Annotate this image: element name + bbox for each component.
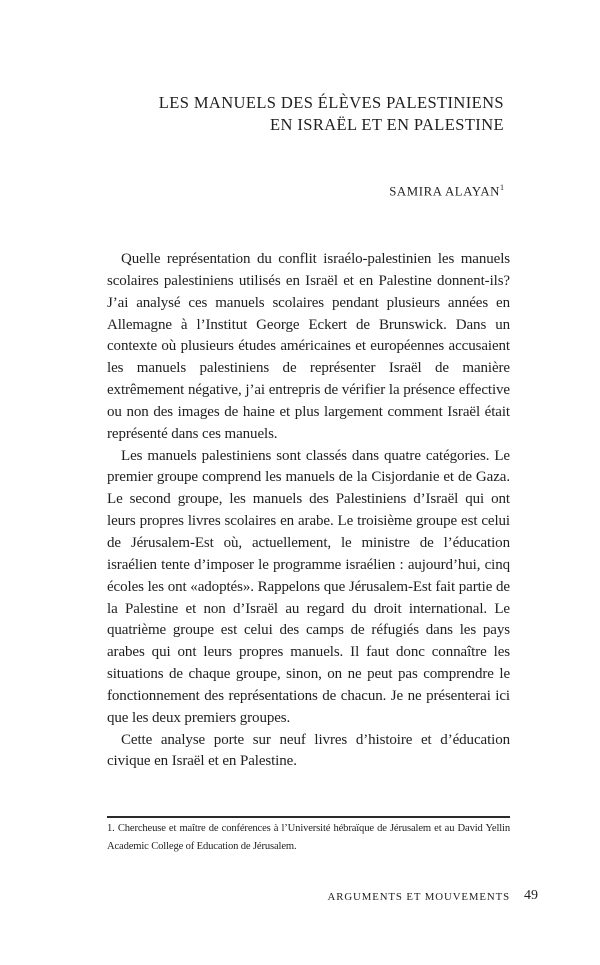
page-number: 49 — [524, 888, 538, 903]
footnote: 1. Chercheuse et maître de conférences à l’Université hébraïque de Jérusalem et au David Yellin Academic College of Education de Jérusalem. — [107, 823, 510, 852]
article-title-line-2: EN ISRAËL ET EN PALESTINE — [270, 115, 504, 134]
running-head: ARGUMENTS ET MOUVEMENTS — [327, 891, 510, 903]
body-paragraph-1: Quelle représentation du conflit israélo-palestinien les manuels scolaires palestiniens utilisés en Israël et en Palestine donnent-ils? J’ai analysé ces manuels scolaires pendant plusieurs années en Allemagne à l’Institut George Eckert de Brunswick. Dans un contexte où plusieurs études américaines et européennes accusaient les manuels palestiniens de représenter Israël de manière extrêmement négative, j’ai entrepris de vérifier la présence effective ou non des images de haine et plus largement comment Israël était représenté dans ces manuels. — [107, 251, 510, 442]
body-text — [107, 249, 510, 773]
body-paragraph-2: Les manuels palestiniens sont classés dans quatre catégories. Le premier groupe comprend les manuels de la Cisjordanie et de Gaza. Le second groupe, les manuels des Palestiniens d’Israël qui ont leurs propres livres scolaires en arabe. Le troisième groupe est celui de Jérusalem-Est où, actuellement, le ministre de l’éducation israélien tente d’imposer le programme israélien : aujourd’hui, cinq écoles les ont «adoptés». Rappelons que Jérusalem-Est fait partie de la Palestine et non d’Israël au regard du droit international. Le quatrième groupe est celui des camps de réfugiés dans les pays arabes qui ont leurs propres manuels. Il faut donc connaître les situations de chaque groupe, sinon, on ne peut pas comprendre le fonctionnement des représentations de chacun. Je ne présenterai ici que les deux premiers groupes. — [107, 447, 510, 726]
author-footnote-marker: 1 — [500, 183, 504, 192]
author-name: SAMIRA ALAYAN — [389, 184, 500, 199]
footnote-separator — [107, 816, 510, 818]
article-title — [100, 92, 504, 136]
author-byline — [200, 180, 504, 199]
article-title-line-1: LES MANUELS DES ÉLÈVES PALESTINIENS — [158, 93, 504, 112]
body-paragraph-3: Cette analyse porte sur neuf livres d’histoire et d’éducation civique en Israël et en Palestine. — [107, 731, 510, 770]
